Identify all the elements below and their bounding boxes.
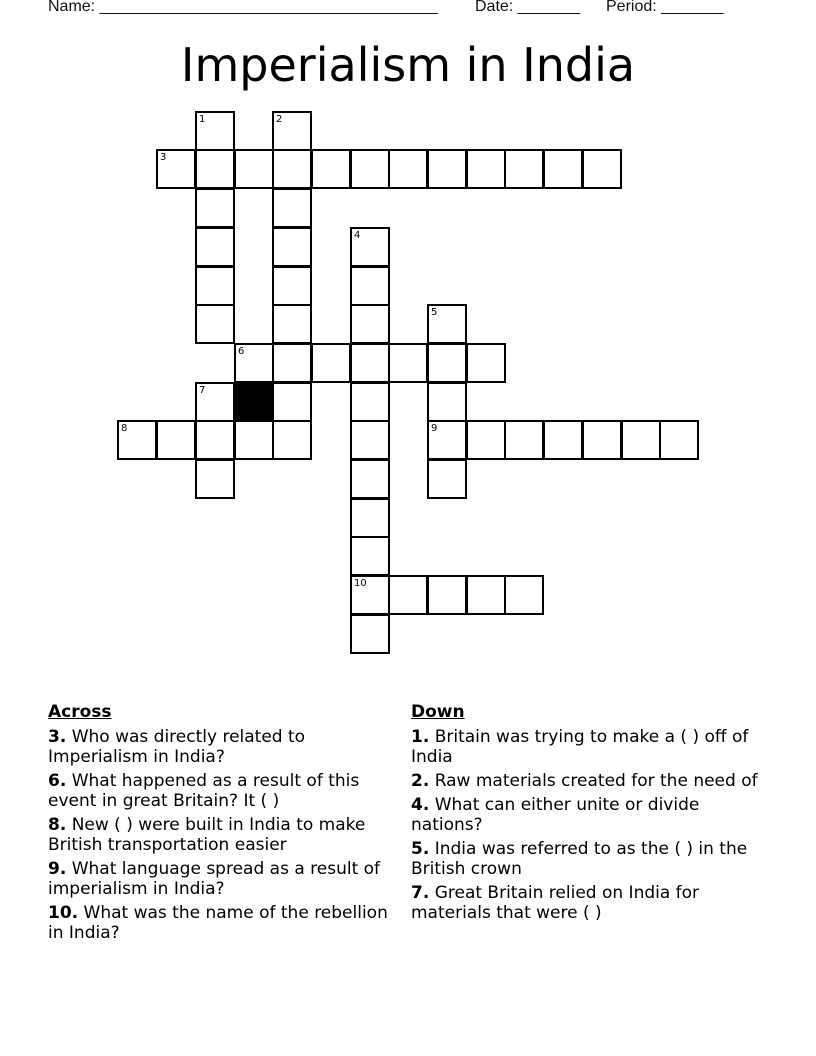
clue-down-7 bbox=[411, 883, 771, 923]
crossword-cell bbox=[388, 343, 428, 383]
crossword-cell bbox=[272, 227, 312, 267]
crossword-cell bbox=[272, 382, 312, 422]
crossword-cell bbox=[582, 149, 622, 189]
crossword-cell bbox=[195, 459, 235, 499]
crossword-cell bbox=[466, 575, 506, 615]
crossword-cell bbox=[350, 227, 390, 267]
clue-number-label: 10 bbox=[354, 578, 367, 589]
across-heading: Across bbox=[48, 702, 112, 722]
clue-text: India was referred to as the ( ) in the British crown bbox=[411, 839, 748, 879]
crossword-cell bbox=[234, 420, 274, 460]
crossword-cell bbox=[272, 111, 312, 151]
clue-text: What was the name of the rebellion in India? bbox=[48, 903, 388, 943]
crossword-cell bbox=[543, 420, 583, 460]
clue-number: 4. bbox=[411, 795, 430, 815]
clue-across-6 bbox=[48, 771, 388, 811]
crossword-cell bbox=[466, 420, 506, 460]
crossword-cell bbox=[350, 614, 390, 654]
crossword-cell bbox=[195, 420, 235, 460]
clue-across-8 bbox=[48, 815, 388, 855]
clue-text: What language spread as a result of imperialism in India? bbox=[48, 859, 381, 899]
crossword-cell bbox=[466, 343, 506, 383]
name-field-label: Name: ______________________________________ bbox=[48, 0, 438, 15]
crossword-cell bbox=[350, 266, 390, 306]
crossword-cell bbox=[427, 420, 467, 460]
crossword-cell bbox=[195, 149, 235, 189]
clue-text: Who was directly related to Imperialism in India? bbox=[48, 727, 306, 767]
crossword-cell bbox=[350, 420, 390, 460]
crossword-cell bbox=[427, 459, 467, 499]
crossword-cell bbox=[350, 343, 390, 383]
crossword-cell bbox=[350, 382, 390, 422]
crossword-cell bbox=[350, 575, 390, 615]
clue-across-3 bbox=[48, 727, 388, 767]
clue-number: 8. bbox=[48, 815, 67, 835]
clue-number: 6. bbox=[48, 771, 67, 791]
clue-number: 10. bbox=[48, 903, 79, 923]
crossword-cell bbox=[272, 149, 312, 189]
crossword-cell bbox=[427, 382, 467, 422]
clue-number: 3. bbox=[48, 727, 67, 747]
crossword-cell bbox=[582, 420, 622, 460]
across-clues bbox=[48, 702, 388, 947]
clue-number-label: 6 bbox=[238, 346, 245, 357]
crossword-cell bbox=[350, 149, 390, 189]
clue-number-label: 7 bbox=[199, 385, 206, 396]
clue-text: Britain was trying to make a ( ) off of India bbox=[411, 727, 749, 767]
clue-number-label: 4 bbox=[354, 230, 361, 241]
crossword-cell bbox=[427, 575, 467, 615]
clue-text: What happened as a result of this event in great Britain? It ( ) bbox=[48, 771, 360, 811]
crossword-cell bbox=[117, 420, 157, 460]
crossword-cell bbox=[543, 149, 583, 189]
crossword-cell bbox=[350, 459, 390, 499]
crossword-cell bbox=[272, 304, 312, 344]
crossword-cell bbox=[234, 343, 274, 383]
clue-number-label: 9 bbox=[431, 423, 438, 434]
clue-text: New ( ) were built in India to make British transportation easier bbox=[48, 815, 366, 855]
clue-down-5 bbox=[411, 839, 771, 879]
crossword-cell bbox=[272, 420, 312, 460]
crossword-cell bbox=[427, 304, 467, 344]
clue-number-label: 2 bbox=[276, 114, 283, 125]
clue-number-label: 3 bbox=[160, 152, 167, 163]
crossword-cell bbox=[388, 149, 428, 189]
crossword-cell bbox=[195, 304, 235, 344]
crossword-cell bbox=[272, 266, 312, 306]
blocked-cell bbox=[234, 382, 274, 422]
crossword-cell bbox=[195, 227, 235, 267]
clue-number: 5. bbox=[411, 839, 430, 859]
down-heading: Down bbox=[411, 702, 465, 722]
crossword-cell bbox=[234, 149, 274, 189]
clue-text: Great Britain relied on India for materials that were ( ) bbox=[411, 883, 700, 923]
crossword-cell bbox=[272, 343, 312, 383]
crossword-cell bbox=[427, 343, 467, 383]
clue-number-label: 5 bbox=[431, 307, 438, 318]
clue-number: 1. bbox=[411, 727, 430, 747]
clue-text: Raw materials created for the need of bbox=[429, 771, 758, 791]
crossword-cell bbox=[311, 343, 351, 383]
crossword-cell bbox=[195, 266, 235, 306]
crossword-cell bbox=[195, 188, 235, 228]
clue-across-10 bbox=[48, 903, 388, 943]
puzzle-title: Imperialism in India bbox=[180, 38, 636, 92]
crossword-cell bbox=[195, 111, 235, 151]
clue-down-2 bbox=[411, 771, 771, 791]
crossword-cell bbox=[311, 149, 351, 189]
clue-number: 2. bbox=[411, 771, 430, 791]
crossword-cell bbox=[156, 420, 196, 460]
crossword-cell bbox=[504, 575, 544, 615]
crossword-cell bbox=[195, 382, 235, 422]
clue-down-1 bbox=[411, 727, 771, 767]
crossword-cell bbox=[272, 188, 312, 228]
clue-number: 9. bbox=[48, 859, 67, 879]
crossword-cell bbox=[156, 149, 196, 189]
crossword-cell bbox=[621, 420, 661, 460]
crossword-cell bbox=[504, 420, 544, 460]
clue-number-label: 8 bbox=[121, 423, 128, 434]
crossword-cell bbox=[659, 420, 699, 460]
crossword-cell bbox=[504, 149, 544, 189]
crossword-cell bbox=[350, 536, 390, 576]
clue-across-9 bbox=[48, 859, 388, 899]
crossword-cell bbox=[427, 149, 467, 189]
date-field-label: Date: _______ bbox=[475, 0, 580, 15]
period-field-label: Period: _______ bbox=[606, 0, 724, 15]
crossword-cell bbox=[350, 498, 390, 538]
crossword-cell bbox=[388, 575, 428, 615]
clue-text: What can either unite or divide nations? bbox=[411, 795, 700, 835]
clue-number: 7. bbox=[411, 883, 430, 903]
down-clues bbox=[411, 702, 771, 927]
crossword-cell bbox=[466, 149, 506, 189]
clue-number-label: 1 bbox=[199, 114, 206, 125]
crossword-cell bbox=[350, 304, 390, 344]
clue-down-4 bbox=[411, 795, 771, 835]
